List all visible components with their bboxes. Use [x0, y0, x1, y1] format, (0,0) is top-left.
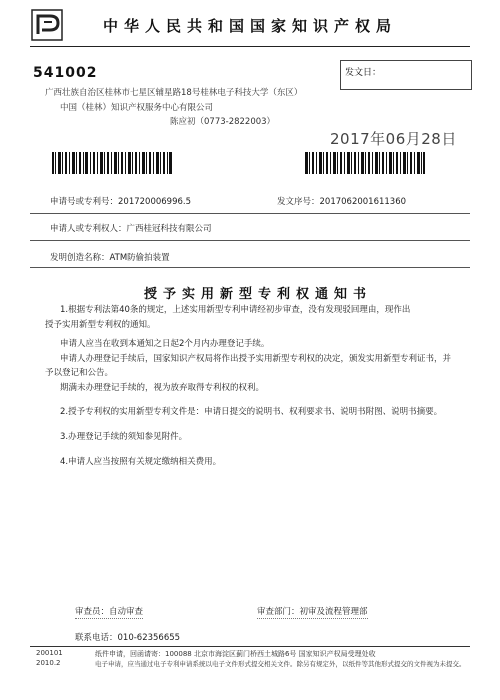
office-title: 中华人民共和国国家知识产权局	[103, 17, 398, 35]
footer-rule	[30, 646, 470, 647]
applicant: 申请人或专利权人：广西桂冠科技有限公司	[50, 224, 212, 234]
examiner: 审查员：自动审查	[75, 607, 144, 617]
address-line-3: 陈应初（0773-2822003）	[170, 117, 276, 127]
field-divider	[30, 213, 470, 214]
address-line-2: 中国（桂林）知识产权服务中心有限公司	[60, 103, 214, 113]
footer-note-line-2: 电子申请，应当通过电子专利申请系统以电子文件形式提交相关文件。除另有规定外，以纸件等其他形式提交的文件视为未提交。	[95, 660, 466, 668]
issue-date-stamp: 2017年06月28日	[330, 130, 457, 148]
footer-note-line-1: 纸件申请，回函请寄：100088 北京市海淀区蓟门桥西土城路6号 国家知识产权局受理处收	[95, 650, 376, 658]
notice-paragraph-1-cont: 授予实用新型专利权的通知。	[45, 320, 156, 330]
field-divider	[30, 267, 470, 268]
notice-paragraph-4: 期满未办理登记手续的，视为放弃取得专利权的权利。	[60, 383, 265, 393]
notice-paragraph-1: 1.根据专利法第40条的规定，上述实用新型专利申请经初步审查，没有发现驳回理由，现作出	[60, 305, 411, 315]
invention-title: 发明创造名称：ATM防偷拍装置	[50, 253, 170, 263]
header-rule	[30, 46, 470, 47]
notice-paragraph-3-cont: 予以登记和公告。	[45, 368, 114, 378]
notice-paragraph-2: 申请人应当在收到本通知之日起2个月内办理登记手续。	[60, 339, 270, 349]
postcode: 541002	[33, 65, 98, 81]
form-code: 200101	[36, 649, 63, 657]
notice-title: 授予实用新型专利权通知书	[144, 287, 373, 302]
examination-department: 审查部门：初审及流程管理部	[257, 607, 368, 617]
barcode-dispatch	[305, 152, 425, 174]
application-number: 申请号或专利号：201720006996.5	[50, 197, 192, 207]
dispatch-number: 发文序号：2017062001611360	[277, 197, 407, 207]
barcode-application	[52, 152, 172, 174]
contact-phone: 联系电话：010-62356655	[75, 633, 181, 643]
address-line-1: 广西壮族自治区桂林市七星区辅星路18号桂林电子科技大学（东区）	[45, 88, 303, 98]
field-divider	[30, 240, 470, 241]
issue-date-label: 发文日：	[345, 68, 382, 78]
notice-paragraph-7: 4.申请人应当按照有关规定缴纳相关费用。	[60, 457, 222, 467]
notice-paragraph-3: 申请人办理登记手续后，国家知识产权局将作出授予实用新型专利权的决定，颁发实用新型专利证书，并	[60, 354, 452, 364]
notice-paragraph-6: 3.办理登记手续的须知参见附件。	[60, 432, 188, 442]
notice-paragraph-5: 2.授予专利权的实用新型专利文件是：申请日提交的说明书、权利要求书、说明书附图、说明书摘要。	[60, 407, 443, 417]
form-date: 2010.2	[36, 659, 61, 667]
sipo-logo-icon	[30, 8, 64, 42]
